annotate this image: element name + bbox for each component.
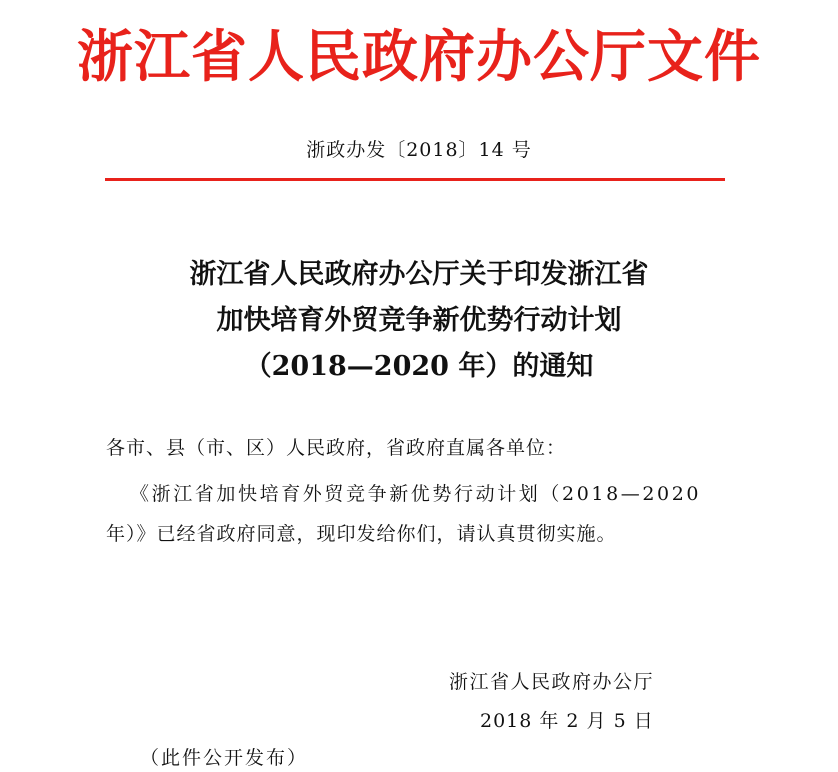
addressee-line: 各市、县（市、区）人民政府，省政府直属各单位： [106, 437, 567, 459]
issue-date: 2018 年 2 月 5 日 [480, 710, 654, 732]
document-header-title: 浙江省人民政府办公厅文件 [77, 24, 761, 90]
publish-note: （此件公开发布） [140, 747, 309, 769]
body-paragraph [106, 474, 736, 554]
body-line: 年）》已经省政府同意，现印发给你们，请认真贯彻实施。 [106, 523, 617, 545]
notice-title [0, 252, 838, 390]
notice-title-line: 浙江省人民政府办公厅关于印发浙江省 [189, 259, 649, 290]
notice-title-line: （2018—2020 年）的通知 [244, 351, 594, 382]
issuer-signature: 浙江省人民政府办公厅 [449, 671, 655, 693]
notice-title-line: 加快培育外贸竞争新优势行动计划 [216, 305, 622, 336]
body-line: 《浙江省加快培育外贸竞争新优势行动计划（2018—2020 [130, 483, 702, 505]
red-divider-line [105, 178, 725, 181]
document-number: 浙政办发〔2018〕14 号 [306, 139, 532, 161]
